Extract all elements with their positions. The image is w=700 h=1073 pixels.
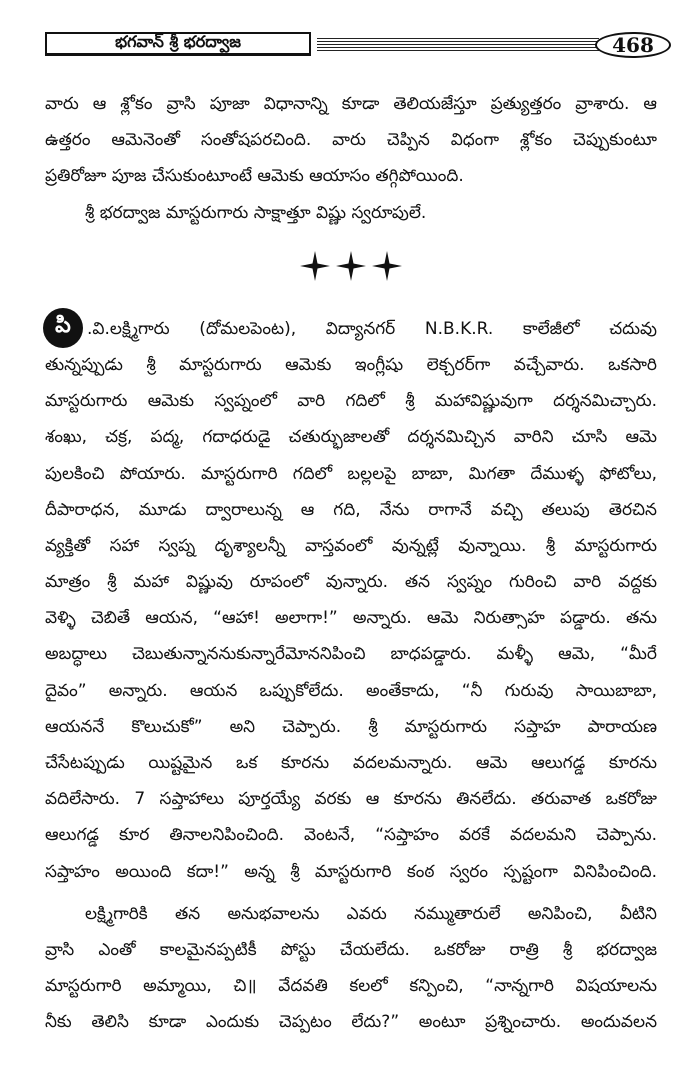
text-line: అబద్ధాలు చెబుతున్నాననుకున్నారేమోననిపించి బాధపడ్డారు. మళ్ళీ ఆమె, “మీరే bbox=[45, 644, 657, 665]
text-line: మాస్టరుగారు ఆమెకు స్వప్నంలో వారి గదిలో శ్రీ మహావిష్ణువుగా దర్శనమిచ్చారు. bbox=[45, 391, 657, 412]
text-line: వెళ్ళి చెబితే ఆయన, “ఆహా! అలాగా!” అన్నారు. ఆమె నిరుత్సాహ పడ్డారు. తను bbox=[45, 608, 657, 629]
text-line: నీకు తెలిసి కూడా ఎందుకు చెప్పటం లేదు?” అంటూ ప్రశ్నించారు. అందువలన bbox=[45, 1012, 657, 1033]
text-line: వదిలేసారు. 7 సప్తాహాలు పూర్తయ్యే వరకు ఆ కూరను తినలేదు. తరువాత ఒకరోజు bbox=[45, 789, 657, 810]
paragraph bbox=[45, 311, 657, 890]
page-number: 468 bbox=[595, 32, 671, 58]
page-body bbox=[45, 86, 657, 1041]
star-ornament-icon bbox=[334, 249, 368, 283]
text-line: తున్నప్పుడు శ్రీ మాస్టరుగారు ఆమెకు ఇంగ్లీషు లెక్చరర్‌గా వచ్చేవారు. ఒకసారి bbox=[45, 354, 657, 375]
text-line: పులకించి పోయారు. మాస్టరుగారి గదిలో బల్లలపై బాబా, మిగతా దేముళ్ళ ఫోటోలు, bbox=[45, 463, 657, 484]
ornament-divider bbox=[45, 231, 657, 301]
text-line: వ్యక్తితో సహా స్వప్న దృశ్యాలన్నీ వాస్తవంలో వున్నట్లే వున్నాయి. శ్రీ మాస్టరుగారు bbox=[45, 535, 657, 556]
paragraph bbox=[45, 86, 657, 195]
drop-cap: పి bbox=[43, 308, 83, 348]
paragraph bbox=[45, 896, 657, 1041]
text-line: మాస్టరుగారి అమ్మాయి, చి॥ వేదవతి కలలో కన్పించి, “నాన్నగారి విషయాలను bbox=[45, 976, 657, 997]
text-line: వ్రాసి ఎంతో కాలమైనప్పటికీ పోస్టు చేయలేదు. ఒకరోజు రాత్రి శ్రీ భరద్వాజ bbox=[45, 939, 657, 960]
text-line: మాత్రం శ్రీ మహా విష్ణువు రూపంలో వున్నారు. తన స్వప్నం గురించి వారి వద్దకు bbox=[45, 572, 657, 593]
star-ornament-icon bbox=[370, 249, 404, 283]
text-line: ప్రతిరోజూ పూజ చేసుకుంటూంటే ఆమెకు ఆయాసం తగ్గిపోయింది. bbox=[45, 166, 464, 187]
running-header bbox=[45, 32, 657, 60]
header-title: భగవాన్ శ్రీ భరద్వాజ bbox=[45, 32, 311, 56]
text-line: ఆయననే కొలుచుకో” అని చెప్పారు. శ్రీ మాస్టరుగారు సప్తాహ పారాయణ bbox=[45, 716, 657, 737]
text-line: .వి.లక్ష్మిగారు (దోమలపెంట), విద్యానగర్ N.B.K.R. కాలేజీలో చదువు bbox=[87, 318, 657, 339]
text-line: దైవం” అన్నారు. ఆయన ఒప్పుకోలేదు. అంతేకాదు, “నీ గురువు సాయిబాబా, bbox=[45, 680, 657, 701]
text-line: దీపారాధన, మూడు ద్వారాలున్న ఆ గది, నేను రాగానే వచ్చి తలుపు తెరచిన bbox=[45, 499, 657, 520]
paragraph: శ్రీ భరద్వాజ మాస్టరుగారు సాక్షాత్తూ విష్ణు స్వరూపులే. bbox=[85, 202, 427, 223]
header-rule-lines bbox=[317, 38, 599, 52]
text-line: లక్ష్మిగారికి తన అనుభవాలను ఎవరు నమ్ముతారులే అనిపించి, వీటిని bbox=[85, 903, 657, 924]
text-line: ఆలుగడ్డ కూర తినాలనిపించింది. వెంటనే, “సప్తాహం వరకే వదలమని చెప్పాను. bbox=[45, 825, 657, 846]
text-line: వారు ఆ శ్లోకం వ్రాసి పూజా విధానాన్ని కూడా తెలియజేస్తూ ప్రత్యుత్తరం వ్రాశారు. ఆ bbox=[45, 94, 657, 114]
text-line: ఉత్తరం ఆమెనెంతో సంతోషపరచింది. వారు చెప్పిన విధంగా శ్లోకం చెప్పుకుంటూ bbox=[45, 130, 657, 151]
text-line: శంఖు, చక్ర, పద్మ, గదాధరుడై చతుర్భుజాలతో దర్శనమిచ్చిన వారిని చూసి ఆమె bbox=[45, 427, 657, 448]
text-line: సప్తాహం అయింది కదా!” అన్న శ్రీ మాస్టరుగారి కంఠ స్వరం స్పష్టంగా వినిపించింది. bbox=[45, 861, 657, 882]
text-line: చేసేటప్పుడు యిష్టమైన ఒక కూరను వదలమన్నారు. ఆమె ఆలుగడ్డ కూరను bbox=[45, 753, 657, 773]
star-ornament-icon bbox=[298, 249, 332, 283]
